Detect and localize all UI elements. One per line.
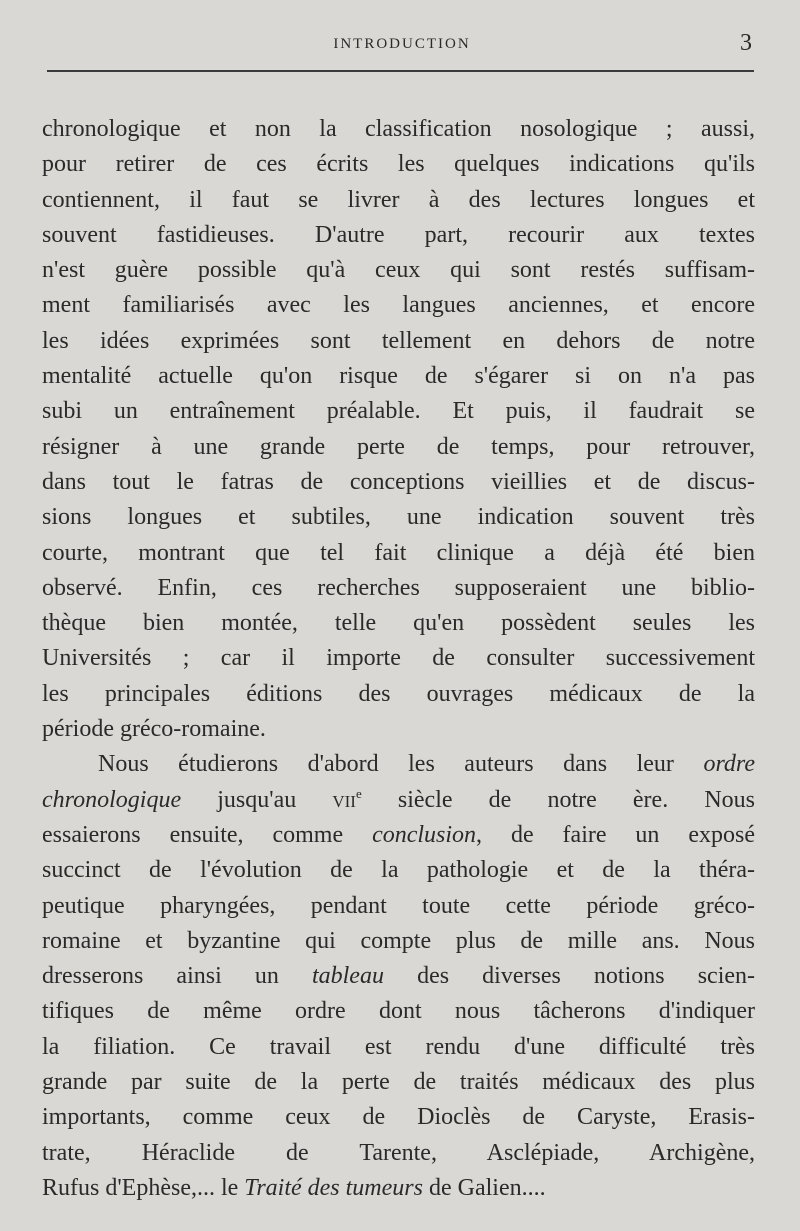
text-line: observé. Enfin, ces recherches supposeraient une biblio- <box>42 574 755 601</box>
text-line: succinct de l'évolution de la pathologie et de la théra- <box>42 857 755 884</box>
text-line: courte, montrant que tel fait clinique a déjà été bien <box>42 539 755 566</box>
text-line: importants, comme ceux de Dioclès de Caryste, Erasis- <box>42 1104 755 1131</box>
text-line: sions longues et subtiles, une indication souvent très <box>42 504 755 531</box>
text-line: dresserons ainsi un tableau des diverses notions scien- <box>42 963 756 990</box>
text-line: Rufus d'Ephèse,... le Traité des tumeurs de Galien.... <box>42 1174 546 1201</box>
text-line: Nous étudierons d'abord les auteurs dans leur ordre <box>98 751 756 778</box>
text-line: thèque bien montée, telle qu'en possèdent seules les <box>42 610 755 637</box>
paragraph-2 <box>42 747 755 1206</box>
text-line: peutique pharyngées, pendant toute cette période gréco- <box>42 892 755 919</box>
text-line: dans tout le fatras de conceptions vieillies et de discus- <box>42 468 755 495</box>
text-line: les idées exprimées sont tellement en dehors de notre <box>42 327 755 354</box>
text-line: mentalité actuelle qu'on risque de s'égarer si on n'a pas <box>42 363 755 390</box>
running-head <box>48 30 756 62</box>
text-line: essaierons ensuite, comme conclusion, de faire un exposé <box>42 821 756 848</box>
text-line: résigner à une grande perte de temps, pour retrouver, <box>42 433 755 460</box>
text-line: grande par suite de la perte de traités médicaux des plus <box>42 1069 755 1096</box>
text-line: période gréco-romaine. <box>42 716 266 743</box>
text-line: souvent fastidieuses. D'autre part, recourir aux textes <box>42 221 755 248</box>
chapter-title: INTRODUCTION <box>333 36 471 52</box>
page-number: 3 <box>740 30 752 56</box>
text-line: la filiation. Ce travail est rendu d'une difficulté très <box>42 1033 755 1060</box>
text-line: subi un entraînement préalable. Et puis, il faudrait se <box>42 398 755 425</box>
body-text <box>42 112 755 1206</box>
text-line: contiennent, il faut se livrer à des lectures longues et <box>42 186 755 213</box>
text-line: romaine et byzantine qui compte plus de mille ans. Nous <box>42 927 755 954</box>
text-line: ment familiarisés avec les langues anciennes, et encore <box>42 292 755 319</box>
text-line: chronologique et non la classification nosologique ; aussi, <box>42 116 755 142</box>
text-line: pour retirer de ces écrits les quelques indications qu'ils <box>42 151 755 178</box>
text-line: les principales éditions des ouvrages médicaux de la <box>42 680 755 707</box>
text-line: trate, Héraclide de Tarente, Asclépiade, Archigène, <box>42 1139 755 1166</box>
paragraph-1 <box>42 112 755 747</box>
text-line: Universités ; car il importe de consulter successivement <box>42 645 755 672</box>
header-rule <box>47 70 754 72</box>
text-line: chronologique jusqu'au vii$^e$ siècle de notre ère. Nous <box>42 785 756 813</box>
text-line: tifiques de même ordre dont nous tâcherons d'indiquer <box>42 998 755 1025</box>
text-line: n'est guère possible qu'à ceux qui sont restés suffisam- <box>42 257 755 284</box>
